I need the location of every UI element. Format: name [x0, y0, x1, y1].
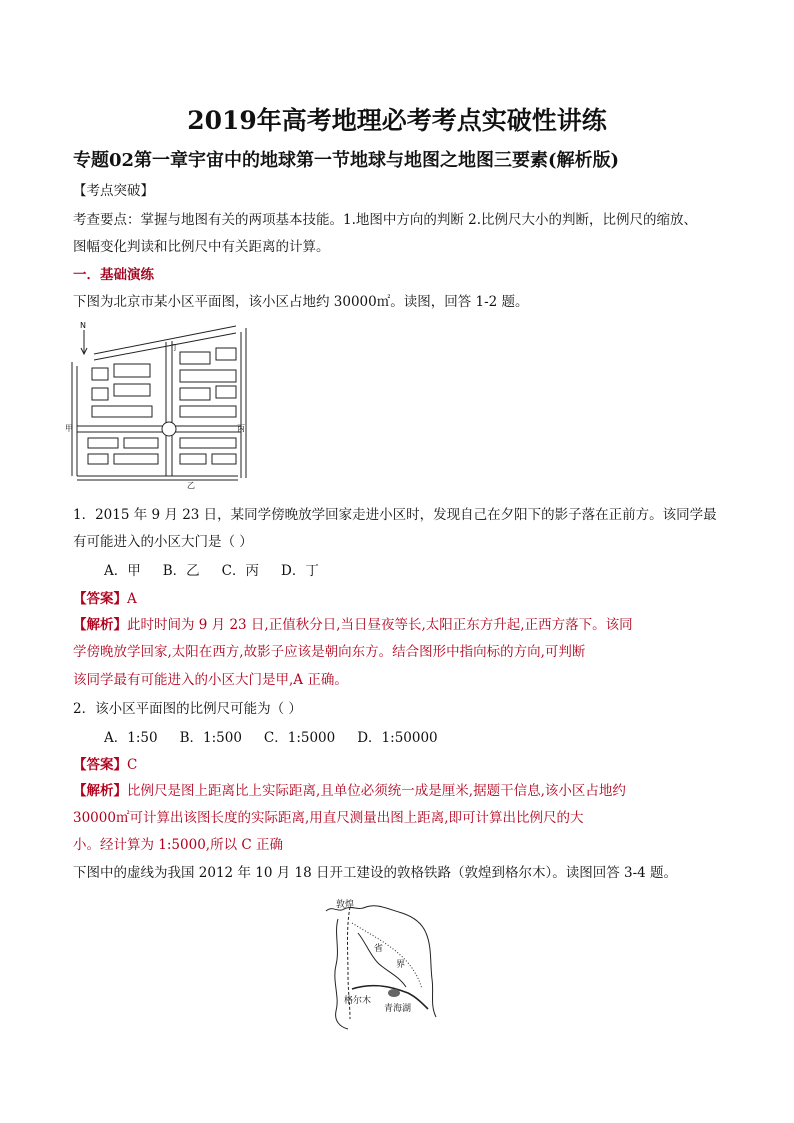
- key-points-line-1: 考查要点：掌握与地图有关的两项基本技能。1.地图中方向的判断 2.比例尺大小的判断，比例尺的缩放、: [73, 212, 698, 228]
- residential-plan-map: [65, 318, 253, 490]
- question-1-line-1: 1．2015 年 9 月 23 日，某同学傍晚放学回家走进小区时，发现自己在夕阳下的影子落在正前方。该同学最: [73, 507, 717, 523]
- answer-2: [73, 753, 137, 773]
- label-sheng: 省: [374, 944, 384, 954]
- option-b: B．乙: [162, 563, 200, 579]
- question-2-options: [104, 726, 460, 746]
- gate-ding: 丁: [171, 343, 179, 352]
- answer-label: 【答案】: [73, 591, 127, 607]
- option-a: A．甲: [104, 563, 141, 579]
- label-qinghaihu: 青海湖: [384, 1004, 412, 1014]
- gate-bing: 丙: [237, 424, 245, 433]
- analysis-1-line-2: 学傍晚放学回家,太阳在西方,故影子应该是朝向东方。结合图形中指向标的方向,可判断: [73, 644, 586, 660]
- label-geermu: 格尔木: [344, 996, 372, 1006]
- answer-2-value: C: [127, 757, 138, 773]
- answer-1-value: A: [127, 591, 137, 607]
- analysis-2-line-3: 小。经计算为 1:5000,所以 C 正确: [73, 837, 283, 853]
- north-label: N: [80, 321, 86, 330]
- option-d: D．丁: [281, 563, 319, 579]
- option-c: C．丙: [221, 563, 260, 579]
- option-c: C．1:5000: [263, 730, 336, 746]
- gate-yi: 乙: [187, 481, 195, 490]
- page-subtitle: 专题02第一章宇宙中的地球第一节地球与地图之地图三要素(解析版): [73, 150, 620, 171]
- analysis-2-line-1: 【解析】比例尺是图上距离比上实际距离,且单位必须统一成是厘米,据题干信息,该小区占地约: [73, 783, 626, 799]
- answer-label: 【答案】: [73, 757, 127, 773]
- label-dunhuang: 敦煌: [336, 900, 355, 910]
- analysis-2-line-2: 30000㎡可计算出该图长度的实际距离,用直尺测量出图上距离,即可计算出比例尺的大: [73, 810, 584, 826]
- analysis-1-line-1: 【解析】此时时间为 9 月 23 日,正值秋分日,当日昼夜等长,太阳正东方升起,正西方落下。该同: [73, 617, 633, 633]
- key-points-line-2: 图幅变化判读和比例尺中有关距离的计算。: [73, 239, 330, 255]
- option-d: D．1:50000: [357, 730, 438, 746]
- analysis-label: 【解析】: [73, 783, 127, 799]
- gate-jia: 甲: [65, 424, 73, 433]
- intro-1: 下图为北京市某小区平面图，该小区占地约 30000㎡。读图，回答 1-2 题。: [73, 294, 529, 310]
- answer-1: [73, 587, 137, 607]
- intro-2: 下图中的虚线为我国 2012 年 10 月 18 日开工建设的敦格铁路（敦煌到格尔木）。读图回答 3-4 题。: [73, 865, 678, 881]
- question-2: 2．该小区平面图的比例尺可能为（ ）: [73, 701, 302, 717]
- question-1-line-2: 有可能进入的小区大门是（ ）: [73, 534, 253, 550]
- question-1-options: [104, 559, 341, 579]
- analysis-1-line-3: 该同学最有可能进入的小区大门是甲,A 正确。: [73, 672, 348, 688]
- railway-map: [318, 893, 448, 1033]
- part-heading: 一．基础演练: [73, 267, 154, 283]
- section-tag: 【考点突破】: [73, 183, 154, 199]
- label-jie: 界: [396, 960, 406, 970]
- page-title: 2019年高考地理必考考点实破性讲练: [187, 106, 607, 135]
- option-b: B．1:500: [179, 730, 242, 746]
- option-a: A．1:50: [104, 730, 158, 746]
- analysis-label: 【解析】: [73, 617, 127, 633]
